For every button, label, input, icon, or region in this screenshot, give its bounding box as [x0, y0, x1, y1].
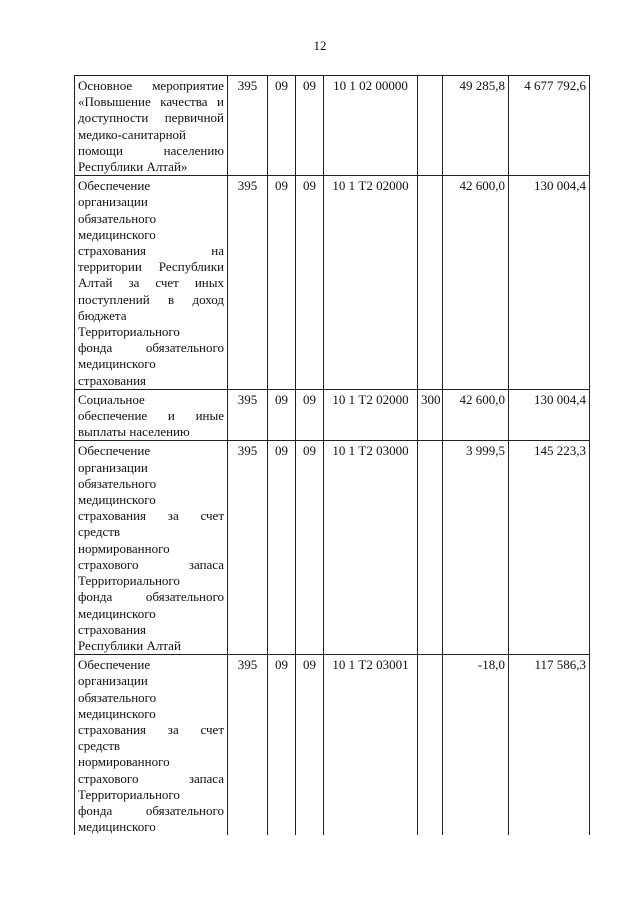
item-name-line: Республики Алтай»	[78, 159, 188, 175]
item-name-cell	[75, 76, 228, 176]
admin-code-cell: 395	[228, 441, 268, 655]
item-name-line: фонда обязательного	[78, 340, 224, 356]
item-name-line: страхования	[78, 621, 147, 637]
item-name-line: страхового запаса	[78, 556, 224, 572]
subsection-code-cell: 09	[296, 76, 324, 176]
item-name-line: медицинского	[78, 492, 156, 508]
item-name-line: фонда обязательного	[78, 589, 224, 605]
table-row	[75, 441, 590, 655]
item-name-line: страхования	[78, 372, 147, 388]
item-name-line: Алтай за счет иных	[78, 275, 224, 291]
amount-change-cell: 49 285,8	[443, 76, 509, 176]
budget-table	[74, 75, 590, 835]
item-name-line: обеспечение и иные	[78, 408, 224, 424]
subsection-code-cell: 09	[296, 655, 324, 836]
amount-total-cell: 145 223,3	[509, 441, 590, 655]
item-name-line: Республики Алтай	[78, 637, 181, 653]
item-name-line: обязательного	[78, 689, 157, 705]
item-name-line: страхования за счет	[78, 721, 224, 737]
item-name-line: средств	[78, 738, 121, 754]
admin-code-cell: 395	[228, 76, 268, 176]
item-name-line: медицинского	[78, 705, 156, 721]
amount-total-cell: 130 004,4	[509, 389, 590, 441]
target-article-cell: 10 1 Т2 03000	[324, 441, 418, 655]
item-name-line: Основное мероприятие	[78, 78, 224, 93]
section-code-cell: 09	[268, 655, 296, 836]
admin-code-cell: 395	[228, 655, 268, 836]
amount-total-cell: 117 586,3	[509, 655, 590, 836]
item-name-line: Территориального	[78, 573, 180, 589]
item-name-line: бюджета	[78, 307, 127, 323]
item-name-line: Социальное	[78, 391, 145, 407]
section-code-cell: 09	[268, 176, 296, 390]
table-body	[75, 76, 590, 836]
amount-change-cell: -18,0	[443, 655, 509, 836]
subsection-code-cell: 09	[296, 176, 324, 390]
item-name-line: фонда обязательного	[78, 802, 224, 818]
item-name-line: Обеспечение	[78, 178, 151, 194]
section-code-cell: 09	[268, 76, 296, 176]
item-name-line: поступлений в доход	[78, 291, 224, 307]
expense-type-cell: 300	[418, 389, 443, 441]
subsection-code-cell: 09	[296, 389, 324, 441]
target-article-cell: 10 1 02 00000	[324, 76, 418, 176]
amount-total-cell: 4 677 792,6	[509, 76, 590, 176]
item-name-line: страхования за счет	[78, 508, 224, 524]
section-code-cell: 09	[268, 441, 296, 655]
admin-code-cell: 395	[228, 176, 268, 390]
item-name-line: Территориального	[78, 786, 180, 802]
amount-change-cell: 42 600,0	[443, 176, 509, 390]
table-row	[75, 176, 590, 390]
table-row	[75, 655, 590, 836]
item-name-line: нормированного	[78, 754, 170, 770]
item-name-line: нормированного	[78, 540, 170, 556]
subsection-code-cell: 09	[296, 441, 324, 655]
item-name-line: медицинского	[78, 226, 156, 242]
item-name-line: медико-санитарной	[78, 126, 187, 142]
item-name-cell	[75, 655, 228, 836]
item-name-line: организации	[78, 459, 148, 475]
item-name-line: медицинского	[78, 356, 156, 372]
table-row	[75, 76, 590, 176]
item-name-line: Территориального	[78, 324, 180, 340]
item-name-line: выплаты населению	[78, 424, 190, 440]
expense-type-cell	[418, 441, 443, 655]
item-name-line: организации	[78, 673, 148, 689]
item-name-cell	[75, 441, 228, 655]
item-name-line: обязательного	[78, 210, 157, 226]
admin-code-cell: 395	[228, 389, 268, 441]
expense-type-cell	[418, 176, 443, 390]
item-name-line: страхового запаса	[78, 770, 224, 786]
amount-total-cell: 130 004,4	[509, 176, 590, 390]
item-name-line: территории Республики	[78, 259, 224, 275]
table-row	[75, 389, 590, 441]
target-article-cell: 10 1 Т2 02000	[324, 389, 418, 441]
item-name-line: доступности первичной	[78, 110, 224, 126]
item-name-cell	[75, 176, 228, 390]
item-name-line: Обеспечение	[78, 657, 151, 673]
item-name-line: обязательного	[78, 475, 157, 491]
page-number: 12	[313, 38, 327, 53]
section-code-cell: 09	[268, 389, 296, 441]
item-name-line: организации	[78, 194, 148, 210]
target-article-cell: 10 1 Т2 02000	[324, 176, 418, 390]
item-name-cell	[75, 389, 228, 441]
amount-change-cell: 3 999,5	[443, 441, 509, 655]
expense-type-cell	[418, 76, 443, 176]
item-name-line: медицинского	[78, 819, 156, 835]
target-article-cell: 10 1 Т2 03001	[324, 655, 418, 836]
item-name-line: средств	[78, 524, 121, 540]
item-name-line: страхования на	[78, 243, 224, 259]
expense-type-cell	[418, 655, 443, 836]
item-name-line: помощи населению	[78, 142, 224, 158]
item-name-line: Обеспечение	[78, 443, 151, 459]
item-name-line: «Повышение качества и	[78, 94, 224, 110]
item-name-line: медицинского	[78, 605, 156, 621]
amount-change-cell: 42 600,0	[443, 389, 509, 441]
